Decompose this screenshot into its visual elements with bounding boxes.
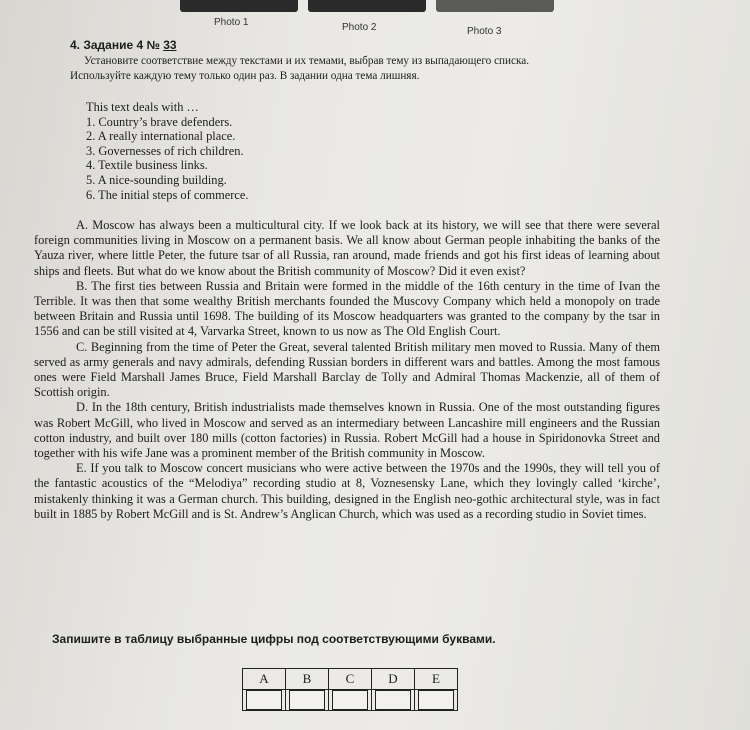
topic-item: 4. Textile business links. <box>86 158 208 173</box>
paragraph-e: E. If you talk to Moscow concert musicians who were active between the 1970s and the 1990s, they will tell you of the fantastic acoustics of the “Melodiya” recording studio at 8, Voznesensky Lane, which they lovingly called ‘kirche’, mistakenly thinking it was a German church. This building, designed in the English neo-gothic architectural style, was in fact built in 1885 by Robert McGill and is St. Andrew’s Anglican Church, which was used as a recording studio in Soviet times. <box>34 461 660 521</box>
column-letter-c: C <box>329 669 372 690</box>
answer-table <box>242 668 458 711</box>
answer-cell <box>415 690 458 711</box>
column-letter-b: B <box>286 669 329 690</box>
paragraph-d: D. In the 18th century, British industrialists made themselves known in Russia. One of the most outstanding figures was Robert McGill, who lived in Moscow and served as an intermediary between Lancashire mill engineers and the Russian cotton industry, and built over 180 mills (cotton factories) in Russia. Robert McGill had a house in Spiridonovka Street and together with his wife Jane was a prominent member of the British community in Moscow. <box>34 400 660 461</box>
photo-1-label: Photo 1 <box>214 17 249 28</box>
paragraph-c: C. Beginning from the time of Peter the Great, several talented British military men moved to Russia. Many of them served as army generals and navy admirals, defending Russian borders in different wars and battles. Among the most famous ones were Field Marshall James Bruce, Field Marshall Barclay de Tolly and Admiral Thomas Mackenzie, all of them of Scottish origin. <box>34 339 660 400</box>
answer-input-e[interactable] <box>418 690 454 710</box>
task-title-text: 4. Задание 4 № <box>70 38 160 52</box>
topic-item: 1. Country’s brave defenders. <box>86 114 233 129</box>
photo-strip <box>180 0 560 14</box>
task-instructions <box>70 54 670 84</box>
answer-input-row <box>243 690 458 711</box>
column-letter-a: A <box>243 669 286 690</box>
answer-input-a[interactable] <box>246 690 282 710</box>
task-number-link[interactable]: 33 <box>163 38 177 52</box>
answer-cell <box>286 690 329 711</box>
photo-3-image <box>436 0 554 12</box>
paragraph-a: A. Moscow has always been a multicultural city. If we look back at its history, we will see that there were several foreign communities living in Moscow on a permanent basis. We all know about German people inhabiting the banks of the Yauza river, where little Peter, the future tsar of all Russia, ran around, made friends and got his first ideas of learning about ships and fleets. But what do we know about the British community of Moscow? Did it even exist? <box>34 218 660 278</box>
answer-header-row <box>243 669 458 690</box>
answer-cell <box>243 690 286 711</box>
photo-3-label: Photo 3 <box>467 26 502 37</box>
answer-input-c[interactable] <box>332 690 368 710</box>
topic-item: 3. Governesses of rich children. <box>86 143 244 158</box>
reading-text <box>34 218 660 522</box>
answer-input-b[interactable] <box>289 690 325 710</box>
topic-item: 2. A really international place. <box>86 129 236 144</box>
answer-instruction: Запишите в таблицу выбранные цифры под соответствующими буквами. <box>52 632 496 646</box>
column-letter-d: D <box>372 669 415 690</box>
task-title <box>70 38 177 52</box>
photo-2-label: Photo 2 <box>342 22 377 33</box>
paragraph-b: B. The first ties between Russia and Britain were formed in the middle of the 16th century in the time of Ivan the Terrible. It was then that some wealthy British merchants founded the Muscovy Company which held a monopoly on trade between Britain and Russia until 1698. The building of its Moscow headquarters was granted to the company by the tsar in 1556 and can be still visited at 4, Varvarka Street, known to us now as The Old English Court. <box>34 278 660 339</box>
topic-list <box>86 100 249 202</box>
answer-input-d[interactable] <box>375 690 411 710</box>
topic-item: 5. A nice-sounding building. <box>86 172 227 187</box>
answer-cell <box>372 690 415 711</box>
topic-intro: This text deals with … <box>86 100 199 114</box>
column-letter-e: E <box>415 669 458 690</box>
instruction-line-2: Используйте каждую тему только один раз. В задании одна тема лишняя. <box>70 70 420 82</box>
topic-item: 6. The initial steps of commerce. <box>86 187 249 202</box>
answer-cell <box>329 690 372 711</box>
photo-1-image <box>180 0 298 12</box>
instruction-line-1: Установите соответствие между текстами и их темами, выбрав тему из выпадающего списка. <box>84 55 529 67</box>
photo-2-image <box>308 0 426 12</box>
